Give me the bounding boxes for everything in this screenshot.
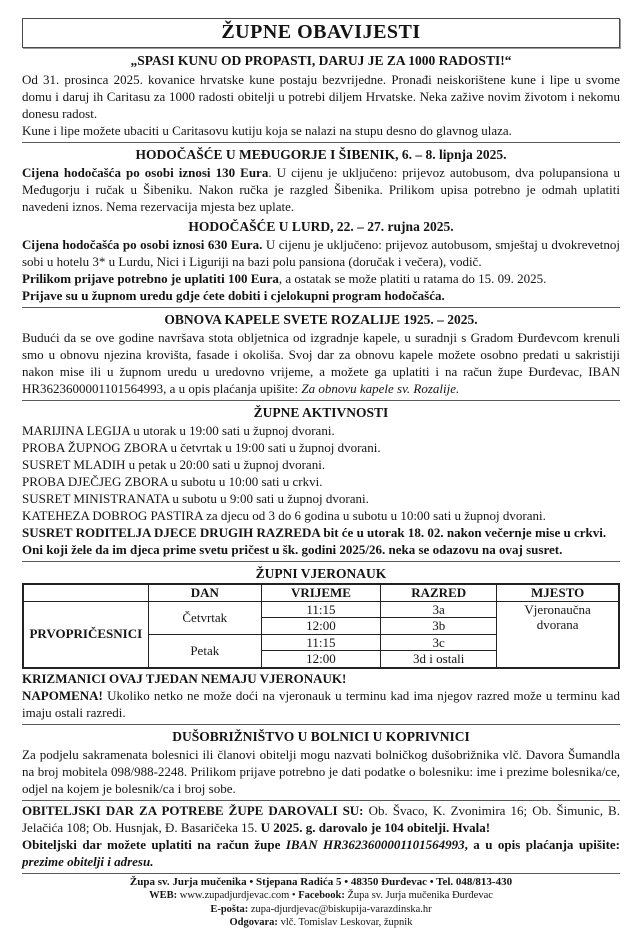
section-heading-vjeronauk: ŽUPNI VJERONAUK <box>255 566 387 581</box>
activity-line: MARIJINA LEGIJA u utorak u 19:00 sati u župnoj dvorani. <box>22 423 335 438</box>
section-heading-bolnica: DUŠOBRIŽNIŠTVO U BOLNICI U KOPRIVNICI <box>172 728 470 744</box>
parish-address-line: Župa sv. Jurja mučenika • Stjepana Radića 5 • 48350 Đurđevac • Tel. 048/813-430 <box>129 875 513 888</box>
responsible-line <box>22 916 620 930</box>
krizmanici-notice: KRIZMANICI OVAJ TJEDAN NEMAJU VJERONAUK! <box>22 670 347 686</box>
dar-paragraph-1 <box>22 802 620 836</box>
lurd-paragraph <box>22 236 620 270</box>
table-header-row <box>23 584 619 601</box>
facebook-label: Facebook: <box>298 890 345 901</box>
intro-paragraph: Od 31. prosinca 2025. kovanice hrvatske kune postaju bezvrijedne. Pronađi neiskorištene kune i lipe u svome domu i daruj ih Caritasu za 1000 radosti obitelji u potrebi diljem Hrvatske. Neka zažive novim životom i nekomu donesu radost. <box>22 72 620 121</box>
day-cell: Četvrtak <box>148 601 261 634</box>
napomena-text: Ukoliko netko ne može doći na vjeronauk u terminu kad ima njegov razred može u terminu kad imaju ostali razredi. <box>22 687 620 720</box>
class-cell: 3a <box>381 601 497 618</box>
class-cell: 3d i ostali <box>381 651 497 668</box>
responsible-name: vlč. Tomislav Leskovar, župnik <box>277 917 413 928</box>
dar-label: OBITELJSKI DAR ZA POTREBE ŽUPE DAROVALI SU: <box>22 802 364 818</box>
header-dan: DAN <box>148 584 261 601</box>
dar-total: U 2025. g. darovalo je 104 obitelji. Hvala! <box>260 819 491 835</box>
web-label: WEB: <box>149 890 178 901</box>
activity-line: KATEHEZA DOBROG PASTIRA za djecu od 3 do 6 godina u subotu u 10:00 sati u župnoj dvorani. <box>22 508 546 523</box>
header-empty-cell <box>23 584 148 601</box>
lurd-payment-paragraph <box>22 270 620 287</box>
payment-reference: prezime obitelji i adresu. <box>22 853 154 869</box>
class-cell: 3b <box>381 618 497 635</box>
activity-line: PROBA ŽUPNOG ZBORA u četvrtak u 19:00 sati u župnoj dvorani. <box>22 440 381 455</box>
email-address: zupa-djurdjevac@biskupija-varazdinska.hr <box>248 903 432 915</box>
email-line <box>22 903 620 917</box>
group-label-cell: PRVOPRIČESNICI <box>23 601 148 668</box>
section-divider <box>22 561 620 562</box>
vjeronauk-table <box>22 583 620 669</box>
activity-bold-line: SUSRET RODITELJA DJECE DRUGIH RAZREDA bit će u utorak 18. 02. nakon večernje mise u crkvi. <box>22 525 607 540</box>
class-cell: 3c <box>381 634 497 651</box>
activity-bold-line: Oni koji žele da im djeca prime svetu pričest u šk. godini 2025/26. neka se odazovu na ovaj susret. <box>22 542 563 557</box>
header-mjesto: MJESTO <box>497 584 619 601</box>
payment-bold: Prilikom prijave potrebno je uplatiti 100 Eura <box>22 271 279 286</box>
intro-paragraph-2: Kune i lipe možete ubaciti u Caritasovu kutiju koja se nalazi na stupu desno do glavnog ulaza. <box>22 123 512 138</box>
activity-line: SUSRET MLADIH u petak u 20:00 sati u župnoj dvorani. <box>22 457 326 472</box>
payment-text: , a ostatak se može platiti u ratama do 15. 09. 2025. <box>278 271 547 286</box>
kapela-text: Budući da se ove godine navršava stota obljetnica od izgradnje kapele, u suradnji s Gradom Đurđevcom krenuli smo u obnovu njezina krovišta, fasade i okoliša. Svoj dar za obnovu kapele možete osobno predati u sakristiji nakon mise ili u župnom uredu u uredovno vrijeme, a možete ga uplatiti i na račun župe Đurđevac, IBAN HR3623600001101564993, a u opis plaćanja upišite: <box>22 330 620 396</box>
time-cell: 11:15 <box>261 634 380 651</box>
campaign-subtitle: „SPASI KUNU OD PROPASTI, DARUJ JE ZA 1000 RADOSTI!“ <box>130 53 512 68</box>
time-cell: 12:00 <box>261 651 380 668</box>
responsible-label: Odgovara: <box>229 917 278 928</box>
time-cell: 12:00 <box>261 618 380 635</box>
iban-number: IBAN HR3623600001101564993 <box>285 836 465 852</box>
lurd-text: U cijenu je uključeno: prijevoz autobusom, smještaj u dvokrevetnoj sobi u hotelu 3* u Lurdu, Nici i Liguriji na bazi polu pansiona (doručak i večera), vodič. <box>22 237 620 269</box>
table-row <box>23 601 619 618</box>
kapela-paragraph <box>22 329 620 397</box>
header-vrijeme: VRIJEME <box>261 584 380 601</box>
facebook-name: Župa sv. Jurja mučenika Đurđevac <box>344 890 493 901</box>
bolnica-paragraph: Za podjelu sakramenata bolesnici ili članovi obitelji mogu nazvati bolničkog dušobrižnika vlč. Davora Šumandla na broj mobitela 098/988-2248. Prilikom prijave potrebno je dati podatke o bolesniku: ime i prezime bolesnika/ce, odjel na kojem je bolesnik/ca i broj sobe. <box>22 746 620 796</box>
day-cell: Petak <box>148 634 261 668</box>
web-line <box>22 889 620 903</box>
section-heading-lurd: HODOČAŠĆE U LURD, 22. – 27. rujna 2025. <box>188 219 454 234</box>
napomena-paragraph <box>22 687 620 721</box>
time-cell: 11:15 <box>261 601 380 618</box>
web-url: www.zupadjurdjevac.com • <box>177 890 299 901</box>
page-title: ŽUPNE OBAVIJESTI <box>22 18 620 48</box>
price-bold: Cijena hodočašća po osobi iznosi 130 Eura <box>22 165 269 180</box>
section-divider <box>22 400 620 401</box>
place-cell: Vjeronaučna dvorana <box>497 601 619 668</box>
footer-divider <box>22 873 620 874</box>
lurd-signup-line: Prijave su u župnom uredu gdje ćete dobiti i cjelokupni program hodočašća. <box>22 288 445 303</box>
payment-reference-italic: Za obnovu kapele sv. Rozalije. <box>301 381 460 396</box>
section-divider <box>22 800 620 801</box>
medjugorje-text: . U cijenu je uključeno: prijevoz autobusom, dva polupansiona u Međugorju i ručak u Šibeniku. Nakon ručka je razgled Šibenika. Prilikom upisa potrebno je odmah uplatiti navedeni iznos. Nema rezervacija mjesta bez uplate. <box>22 165 620 214</box>
section-divider <box>22 142 620 143</box>
activity-line: PROBA DJEČJEG ZBORA u subotu u 10:00 sati u crkvi. <box>22 474 323 489</box>
price-bold: Cijena hodočašća po osobi iznosi 630 Eura. <box>22 237 263 252</box>
napomena-label: NAPOMENA! <box>22 687 103 703</box>
section-heading-medjugorje: HODOČAŠĆE U MEĐUGORJE I ŠIBENIK, 6. – 8. lipnja 2025. <box>135 147 507 162</box>
dar-paragraph-2: Obiteljski dar možete uplatiti na račun župe IBAN HR3623600001101564993, a u opis plaćanja upišite: prezime obitelji i adresu. <box>22 836 620 869</box>
section-heading-aktivnosti: ŽUPNE AKTIVNOSTI <box>253 405 389 420</box>
section-heading-kapela: OBNOVA KAPELE SVETE ROZALIJE 1925. – 2025. <box>164 312 478 327</box>
email-label: E-pošta: <box>210 903 249 915</box>
header-razred: RAZRED <box>381 584 497 601</box>
section-divider <box>22 724 620 725</box>
section-divider <box>22 307 620 308</box>
parish-footer <box>22 876 620 930</box>
dar-donors: Ob. Švaco, K. Zvonimira 16; Ob. Šimunic, B. Jelačića 108; Ob. Husnjak, Đ. Basaričeka 15. <box>22 802 620 835</box>
medjugorje-paragraph <box>22 164 620 215</box>
activity-line: SUSRET MINISTRANATA u subotu u 9:00 sati u župnoj dvorani. <box>22 491 369 506</box>
